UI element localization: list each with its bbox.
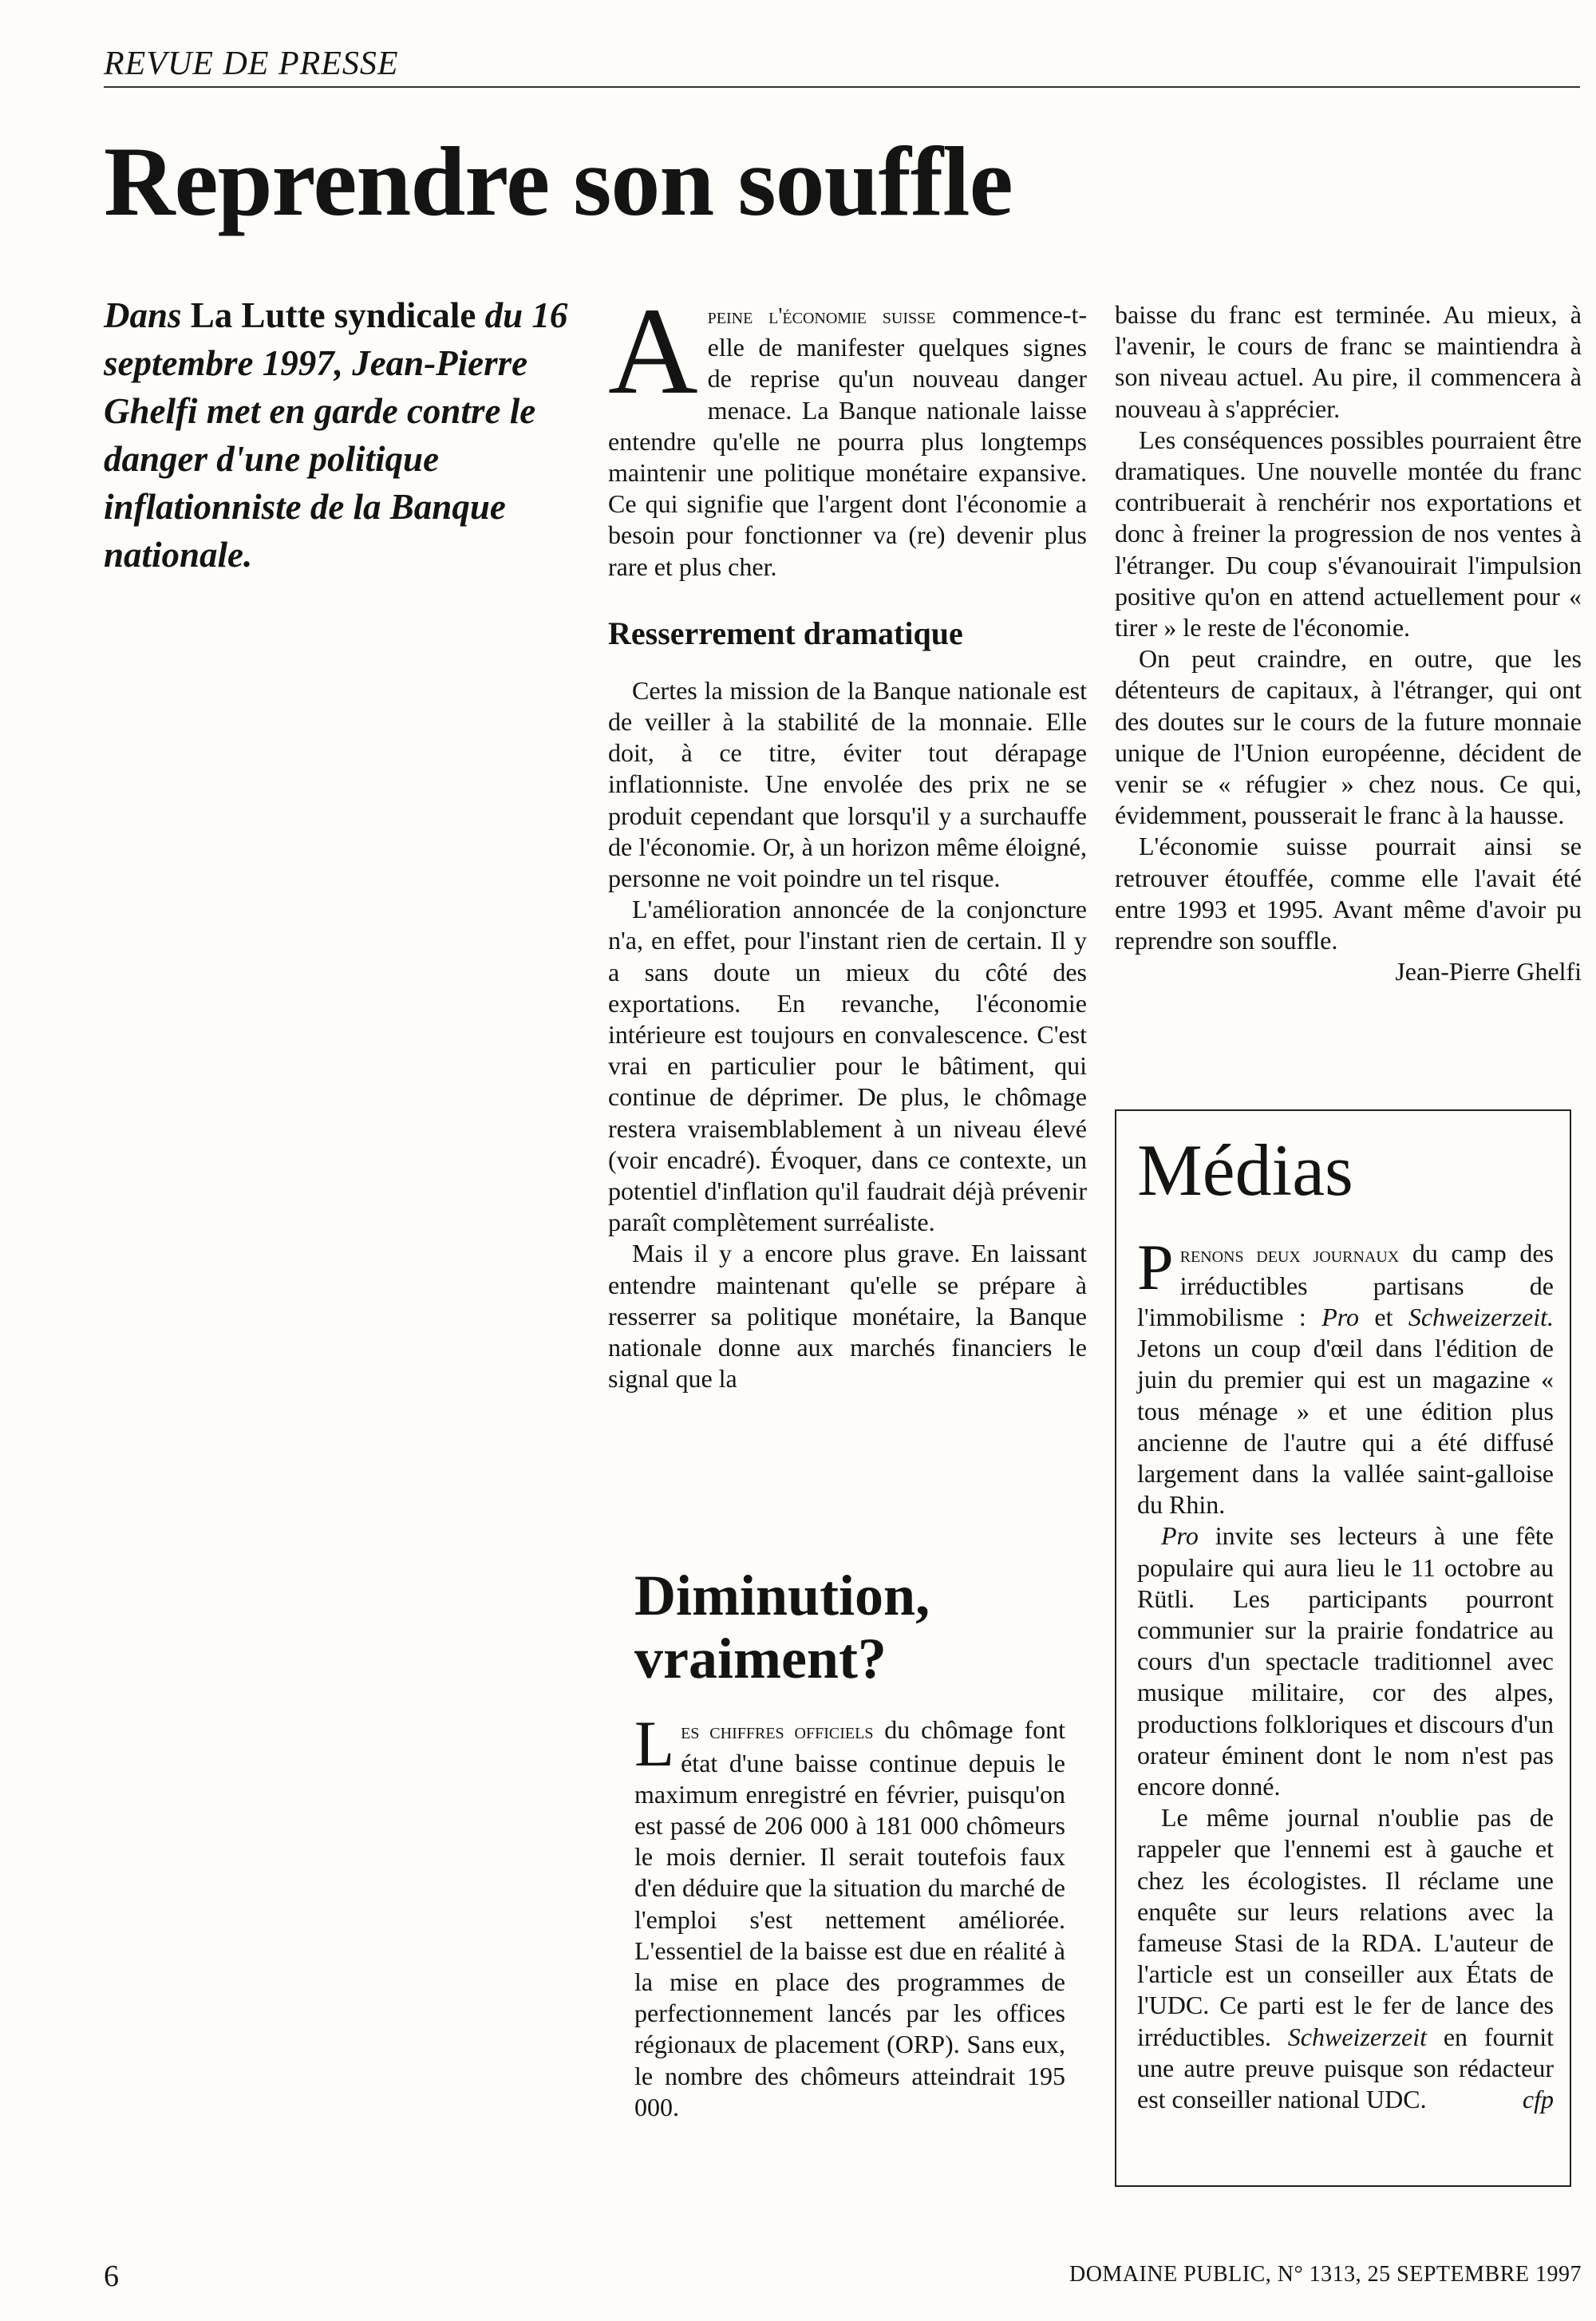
medias-text: Le même journal n'oublie pas de rappeler que l'ennemi est à gauche et chez les écologistes. Il réclame une enquête sur leurs relations avec la fameuse Stasi de la RDA. L'auteur de l'article est un conseiller aux États de l'UDC. Ce parti est le fer de lance des irréductibles. [1137,1803,1554,2051]
drop-cap: P [1137,1230,1174,1303]
journal-name: Schweizerzeit. [1408,1303,1555,1331]
subheading: Resserrement dramatique [608,615,963,651]
publication-footer: DOMAINE PUBLIC, N° 1313, 25 SEPTEMBRE 1997 [1069,2262,1582,2287]
intro-smallcaps: peine l'économie suisse [707,304,936,329]
box-text: du chômage font état d'une baisse continue depuis le maximum enregistré en février, puisqu'on est passé de 206 000 à 181 000 chômeurs le mois dernier. Il serait toutefois faux d'en déduire que la situation du marché de l'emploi s'est nettement améliorée. L'essentiel de la baisse est due en réalité à la mise en place des programmes de perfectionnement lancés par les offices régionaux de placement (ORP). Sans eux, le nombre des chômeurs atteindrait 195 000. [634,1715,1066,2121]
medias-text: et [1374,1303,1393,1331]
box-title: Diminution, vraiment? [634,1564,930,1691]
journal-name: Pro [1321,1303,1359,1331]
signature: Jean-Pierre Ghelfi [1395,957,1582,987]
signature: cfp [1522,2085,1554,2114]
medias-paragraph [1137,1230,1555,1521]
medias-text: du camp des irréductibles partisans de l'immobilisme : [1137,1238,1555,1331]
box-paragraph [634,1707,1066,2123]
drop-cap: A [608,282,698,420]
lead-paragraph [104,291,583,579]
rubric: REVUE DE PRESSE [104,45,399,82]
box-smallcaps: es chiffres officiels [681,1719,874,1745]
medias-title: Médias [1137,1129,1353,1211]
medias-smallcaps: renons deux journaux [1179,1242,1400,1267]
journal-name: Pro [1161,1521,1199,1551]
lead-source: La Lutte syndicale [190,295,476,335]
paragraph: On peut craindre, en outre, que les détenteurs de capitaux, à l'étranger, qui ont des doutes sur le cours de la future monnaie unique de l'Union européenne, décident de venir se « réfugier » chez nous. Ce qui, évidemment, pousserait le franc à la hausse. [1115,644,1582,830]
medias-box [1137,1129,1555,2115]
page-number: 6 [104,2260,119,2293]
lead-intro: Dans [104,295,182,335]
paragraph: Les conséquences possibles pourraient être dramatiques. Une nouvelle montée du franc contribuerait à renchérir nos exportations et donc à freiner la progression de nos ventes à l'étranger. Du coup s'évanouirait l'impulsion positive qu'on en attend actuellement pour « tirer » le reste de l'économie. [1115,425,1582,643]
medias-text: Jetons un coup d'œil dans l'édition de juin du premier qui est un magazine « tous ménage » et une édition plus ancienne de l'autre qui a été diffusé largement dans la vallée saint-galloise du Rhin. [1137,1334,1554,1520]
header-rule [104,86,1580,88]
lead-text: du 16 septembre 1997, Jean-Pierre Ghelfi met en garde contre le danger d'une politique inflationniste de la Banque nationale. [104,295,568,575]
drop-cap: L [634,1707,675,1781]
unemployment-box [634,1564,1065,2123]
article-title: Reprendre son souffle [104,127,1013,236]
medias-text: invite ses lecteurs à une fête populaire qui aura lieu le 11 octobre au Rütli. Les participants pourront communier sur la prairie fondatrice au cours d'un spectacle traditionnel avec musique militaire, cor des alpes, productions folkloriques et discours d'un orateur éminent dont le nom n'est pas encore donné. [1137,1521,1554,1801]
article-column-1 [608,282,1088,1395]
intro-paragraph [608,282,1088,583]
paragraph: L'économie suisse pourrait ainsi se retrouver étouffée, comme elle l'avait été entre 1993 et 1995. Avant même d'avoir pu reprendre son souffle. [1115,832,1582,955]
medias-text: en fournit une autre preuve puisque son rédacteur est conseiller national UDC. [1137,2022,1554,2114]
medias-paragraph [1137,1802,1554,2115]
paragraph: baisse du franc est terminée. Au mieux, à l'avenir, le cours de franc se maintiendra à son niveau actuel. Au pire, il commencera à nouveau à s'apprécier. [1115,300,1582,423]
paragraph: L'amélioration annoncée de la conjoncture n'a, en effet, pour l'instant rien de certain. Il y a sans doute un mieux du côté des exportations. En revanche, l'économie intérieure est toujours en convalescence. C'est vrai en particulier pour le bâtiment, qui continue de déprimer. De plus, le chômage restera vraisemblablement à un niveau élevé (voir encadré). Évoquer, dans ce contexte, un potentiel d'inflation qu'il faudrait déjà prévenir paraît complètement surréaliste. [608,895,1087,1237]
article-column-2 [1115,299,1582,987]
journal-name: Schweizerzeit [1287,2022,1427,2051]
paragraph: Mais il y a encore plus grave. En laissant entendre maintenant qu'elle se prépare à resserrer sa politique monétaire, la Banque nationale donne aux marchés financiers le signal que la [608,1239,1087,1394]
paragraph: Certes la mission de la Banque nationale est de veiller à la stabilité de la monnaie. Elle doit, à ce titre, éviter tout dérapage inflationniste. Une envolée des prix ne se produit cependant que lorsqu'il y a surchauffe de l'économie. Or, à un horizon même éloigné, personne ne voit poindre un tel risque. [608,675,1087,893]
intro-text: commence-t-elle de manifester quelques signes de reprise qu'un nouveau danger menace. La Banque nationale laisse entendre qu'elle ne pourra plus longtemps maintenir une politique monétaire expansive. Ce qui signifie que l'argent dont l'économie a besoin pour fonctionner va (re) devenir plus rare et plus cher. [608,300,1088,581]
medias-paragraph [1137,1520,1554,1802]
